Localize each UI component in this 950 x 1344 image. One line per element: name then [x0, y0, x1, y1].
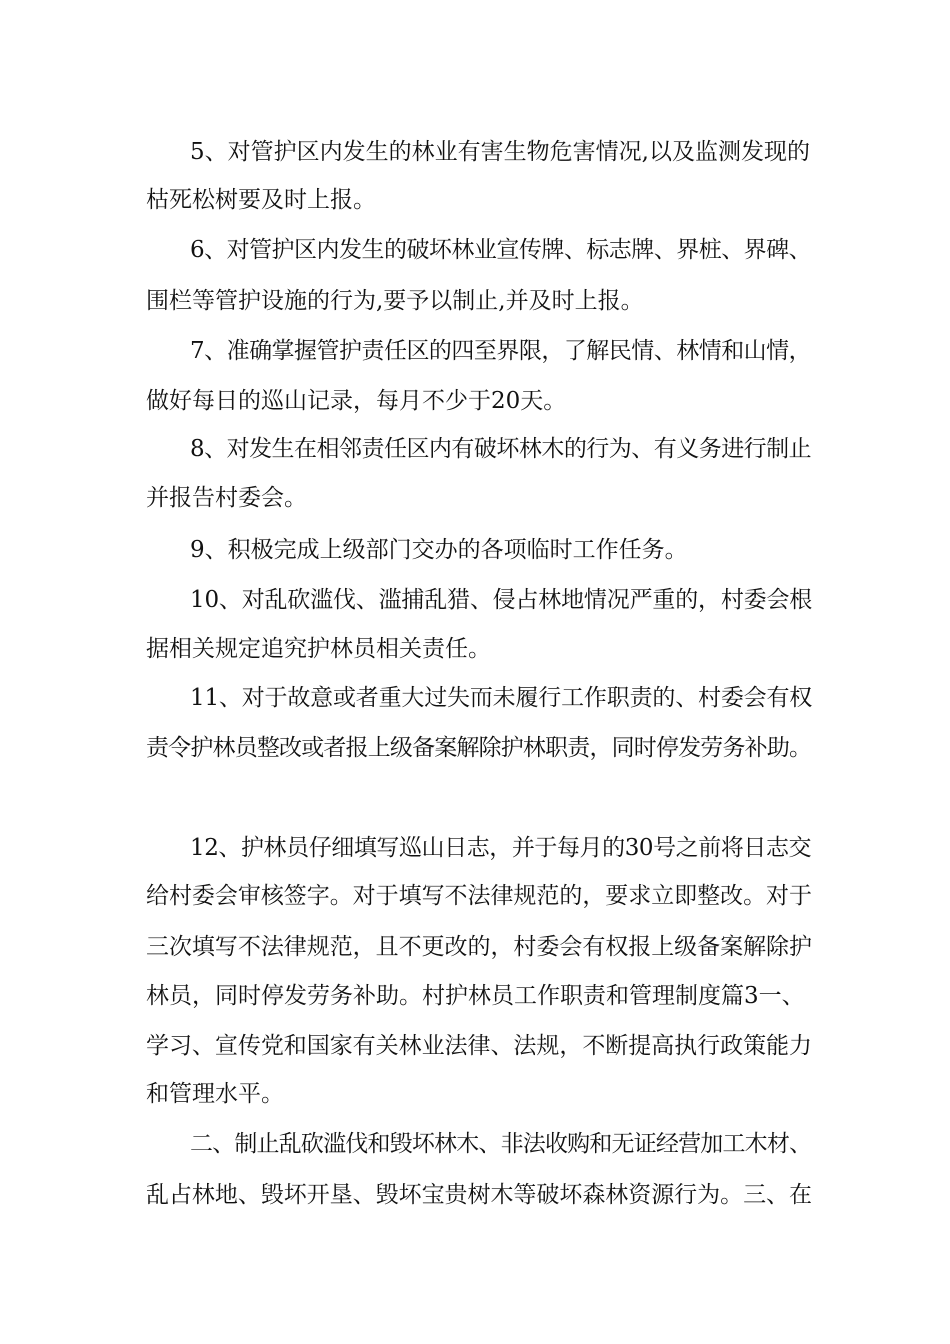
text-line: 做好每日的巡山记录，每月不少于20天。: [146, 388, 567, 414]
text-line: 5、对管护区内发生的林业有害生物危害情况,以及监测发现的: [190, 139, 810, 165]
text-line: 11、对于故意或者重大过失而未履行工作职责的、村委会有权: [190, 685, 813, 711]
text-line: 乱占林地、毁坏开垦、毁坏宝贵树木等破坏森林资源行为。三、在: [146, 1182, 812, 1208]
text-line: 给村委会审核签字。对于填写不法律规范的，要求立即整改。对于: [146, 883, 812, 909]
text-line: 10、对乱砍滥伐、滥捕乱猎、侵占林地情况严重的，村委会根: [190, 587, 813, 613]
text-line: 枯死松树要及时上报。: [146, 187, 376, 213]
text-line: 8、对发生在相邻责任区内有破坏林木的行为、有义务进行制止: [190, 436, 812, 462]
text-line: 林员，同时停发劳务补助。村护林员工作职责和管理制度篇3一、: [146, 983, 805, 1009]
text-line: 9、积极完成上级部门交办的各项临时工作任务。: [190, 537, 688, 563]
text-line: 三次填写不法律规范，且不更改的，村委会有权报上级备案解除护: [146, 934, 812, 960]
text-line: 6、对管护区内发生的破坏林业宣传牌、标志牌、界桩、界碑、: [190, 237, 812, 263]
text-line: 12、护林员仔细填写巡山日志，并于每月的30号之前将日志交: [190, 835, 812, 861]
text-line: 二、制止乱砍滥伐和毁坏林木、非法收购和无证经营加工木材、: [190, 1131, 812, 1157]
text-line: 据相关规定追究护林员相关责任。: [146, 636, 491, 662]
text-line: 并报告村委会。: [146, 485, 307, 511]
text-line: 7、准确掌握管护责任区的四至界限，了解民情、林情和山情，: [190, 338, 812, 364]
text-line: 学习、宣传党和国家有关林业法律、法规，不断提高执行政策能力: [146, 1033, 812, 1059]
text-line: 和管理水平。: [146, 1081, 284, 1107]
text-line: 责令护林员整改或者报上级备案解除护林职责，同时停发劳务补助。: [146, 735, 812, 761]
text-line: 围栏等管护设施的行为,要予以制止,并及时上报。: [146, 288, 644, 314]
